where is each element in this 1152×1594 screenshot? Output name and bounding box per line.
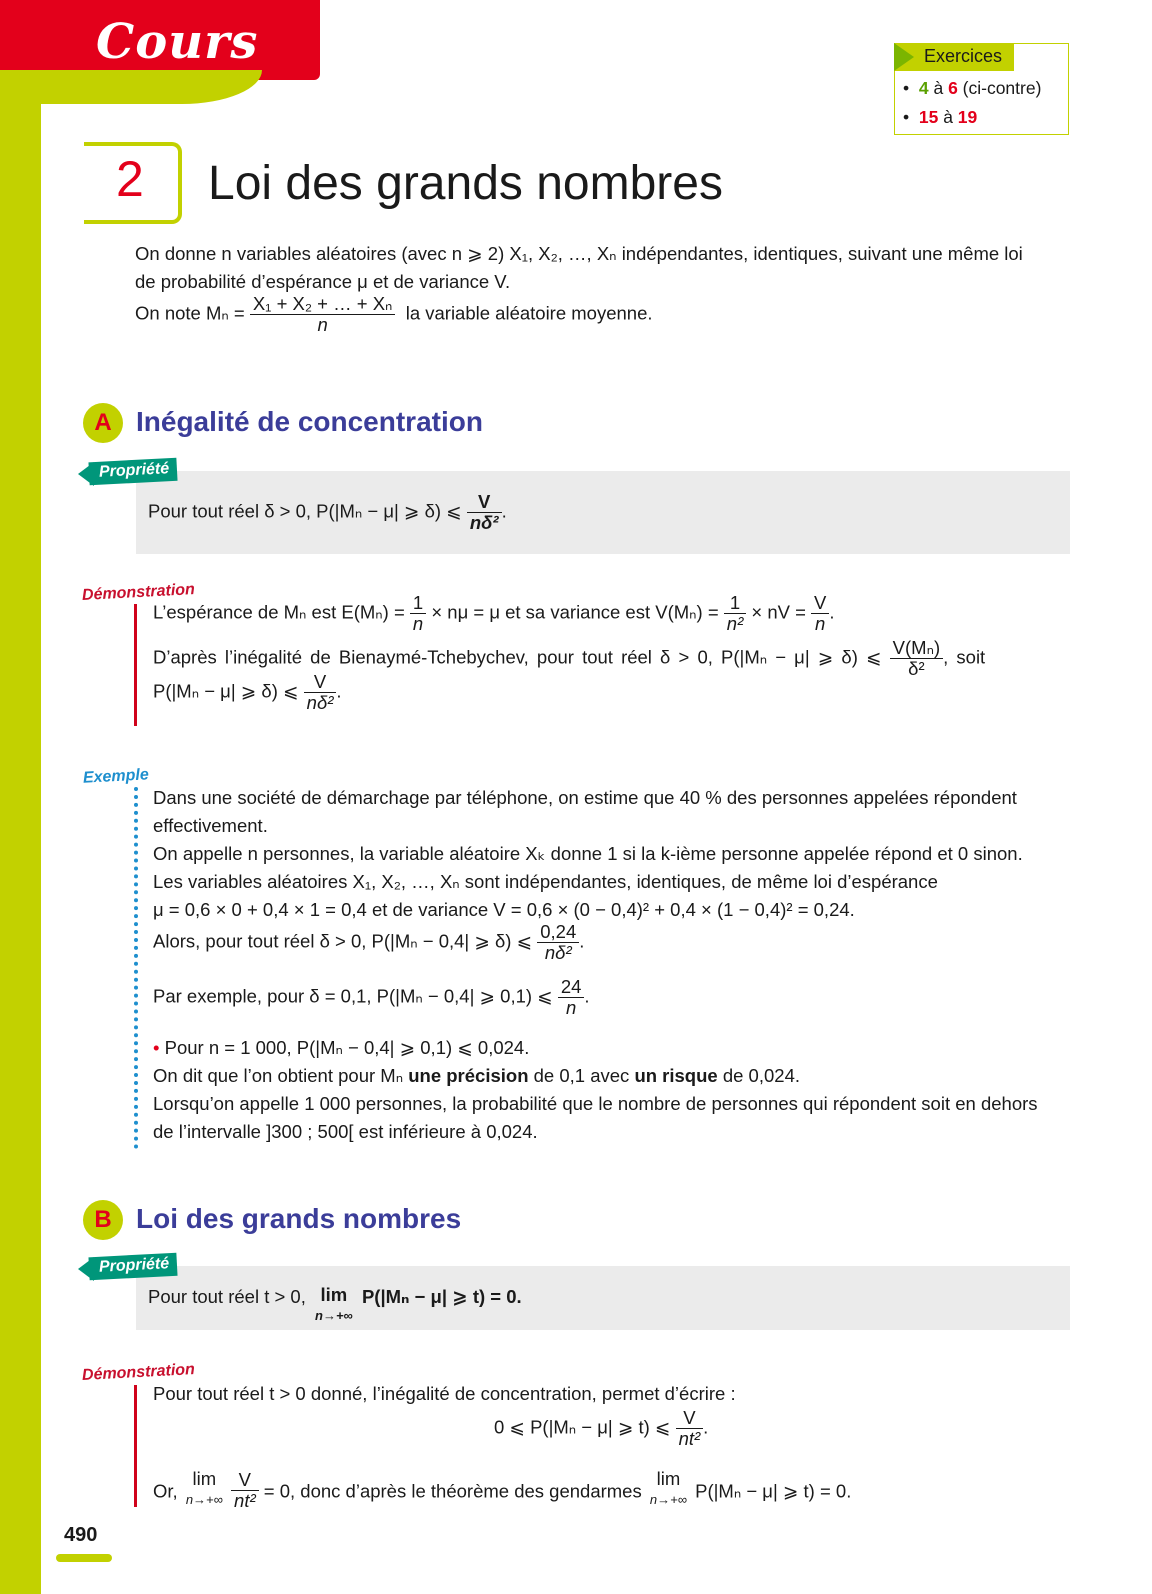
part-a-property-tag: Propriété [88, 458, 177, 486]
part-a-letter: A [83, 403, 123, 443]
page-number-underline [56, 1554, 112, 1562]
section-title: Loi des grands nombres [208, 157, 723, 210]
part-b-demo-tag: Démonstration [81, 1361, 196, 1384]
exercices-arrow-icon [894, 43, 914, 71]
example-line-5: μ = 0,6 × 0 + 0,4 × 1 = 0,4 et de variance V = 0,6 × (0 − 0,4)² + 0,4 × (1 − 0,4)² = 0,24. [153, 899, 855, 920]
part-b-property-tag: Propriété [88, 1253, 177, 1281]
part-b-demo-line-1: Pour tout réel t > 0 donné, l’inégalité de concentration, permet d’écrire : [153, 1383, 736, 1404]
example-line-1: Dans une société de démarchage par téléphone, on estime que 40 % des personnes appelées répondent [153, 787, 1017, 808]
intro-note: On note Mₙ = $\frac{\text{X₁ + X₂ + … + Xₙ}}{n}$ la variable aléatoire moyenne. [135, 293, 653, 336]
part-b-letter: B [83, 1200, 123, 1240]
exercices-line-1[interactable]: • 4 à 6 (ci-contre) [903, 78, 1042, 98]
example-line-3: On appelle n personnes, la variable aléatoire Xₖ donne 1 si la k-ième personne appelée répond et 0 sinon. [153, 843, 1023, 864]
page-number: 490 [64, 1524, 98, 1546]
example-line-2: effectivement. [153, 815, 268, 836]
part-a-demo-tag: Démonstration [81, 581, 196, 604]
part-a-example-bar [134, 787, 138, 1149]
part-b-demo-line-2: 0 ⩽ P(|Mₙ − μ| ⩾ t) ⩽ $\frac{V}{\text{nt²}}$ . [494, 1407, 709, 1450]
part-b-demo-line-3: Or, lim n→+∞ $\frac{V}{\text{nt²}}$ = 0, donc d’après le théorème des gendarmes lim n→+∞ P(|Mₙ − μ| ⩾ t) = 0. [153, 1468, 852, 1512]
example-line-7: Par exemple, pour δ = 0,1, P(|Mₙ − 0,4| ⩾ 0,1) ⩽ $\frac{24}{n}$ . [153, 976, 590, 1019]
part-a-demo-line-3: P(|Mₙ − μ| ⩾ δ) ⩽ $\frac{V}{\text{nδ²}}$ . [153, 671, 342, 714]
example-line-6: Alors, pour tout réel δ > 0, P(|Mₙ − 0,4| ⩾ δ) ⩽ $\frac{0,24}{\text{nδ²}}$ . [153, 921, 585, 964]
intro-line-1: On donne n variables aléatoires (avec n ⩾ 2) X₁, X₂, …, Xₙ indépendantes, identiques, suivant une même loi [135, 243, 1023, 264]
part-a-property-text: Pour tout réel δ > 0, P(|Mₙ − μ| ⩾ δ) ⩽ $\frac{V}{\text{nδ²}}$ . [148, 491, 507, 534]
example-line-10: Lorsqu’on appelle 1 000 personnes, la probabilité que le nombre de personnes qui répondent soit en dehors [153, 1093, 1038, 1114]
part-b-title: Loi des grands nombres [136, 1203, 462, 1234]
part-a-title: Inégalité de concentration [136, 406, 483, 437]
part-a-demo-line-2: D’après l’inégalité de Bienaymé-Tchebychev, pour tout réel δ > 0, P(|Mₙ − μ| ⩾ δ) ⩽ $\frac{\text{V(Mₙ)}}{\text{δ²}}$ , soit [153, 637, 986, 680]
part-b-demo-bar [134, 1385, 137, 1507]
part-b-property-text: Pour tout réel t > 0, lim n→+∞ P(|Mₙ − μ| ⩾ t) = 0. [148, 1284, 522, 1323]
exercices-line-2[interactable]: • 15 à 19 [903, 107, 978, 127]
cours-swoosh [0, 70, 262, 104]
cours-label: Cours [96, 14, 259, 70]
example-line-11: de l’intervalle ]300 ; 500[ est inférieure à 0,024. [153, 1121, 538, 1142]
page-sidebar [0, 0, 41, 1594]
exercices-title: Exercices [924, 46, 1003, 66]
part-a-demo-bar [134, 604, 137, 726]
section-number: 2 [116, 151, 144, 207]
example-line-8: • Pour n = 1 000, P(|Mₙ − 0,4| ⩾ 0,1) ⩽ 0,024. [153, 1037, 530, 1058]
intro-line-2: de probabilité d’espérance μ et de variance V. [135, 271, 511, 292]
part-a-example-tag: Exemple [82, 766, 150, 787]
part-a-demo-line-1: L’espérance de Mₙ est E(Mₙ) = $\frac{1}{n}$ × nμ = μ et sa variance est V(Mₙ) = $\frac{1}{\text{n²}}$ × nV = $\frac{V}{n}$ . [153, 592, 835, 635]
example-line-9: On dit que l’on obtient pour Mₙ une précision de 0,1 avec un risque de 0,024. [153, 1065, 800, 1086]
example-line-4: Les variables aléatoires X₁, X₂, …, Xₙ sont indépendantes, identiques, de même loi d’espérance [153, 871, 938, 892]
